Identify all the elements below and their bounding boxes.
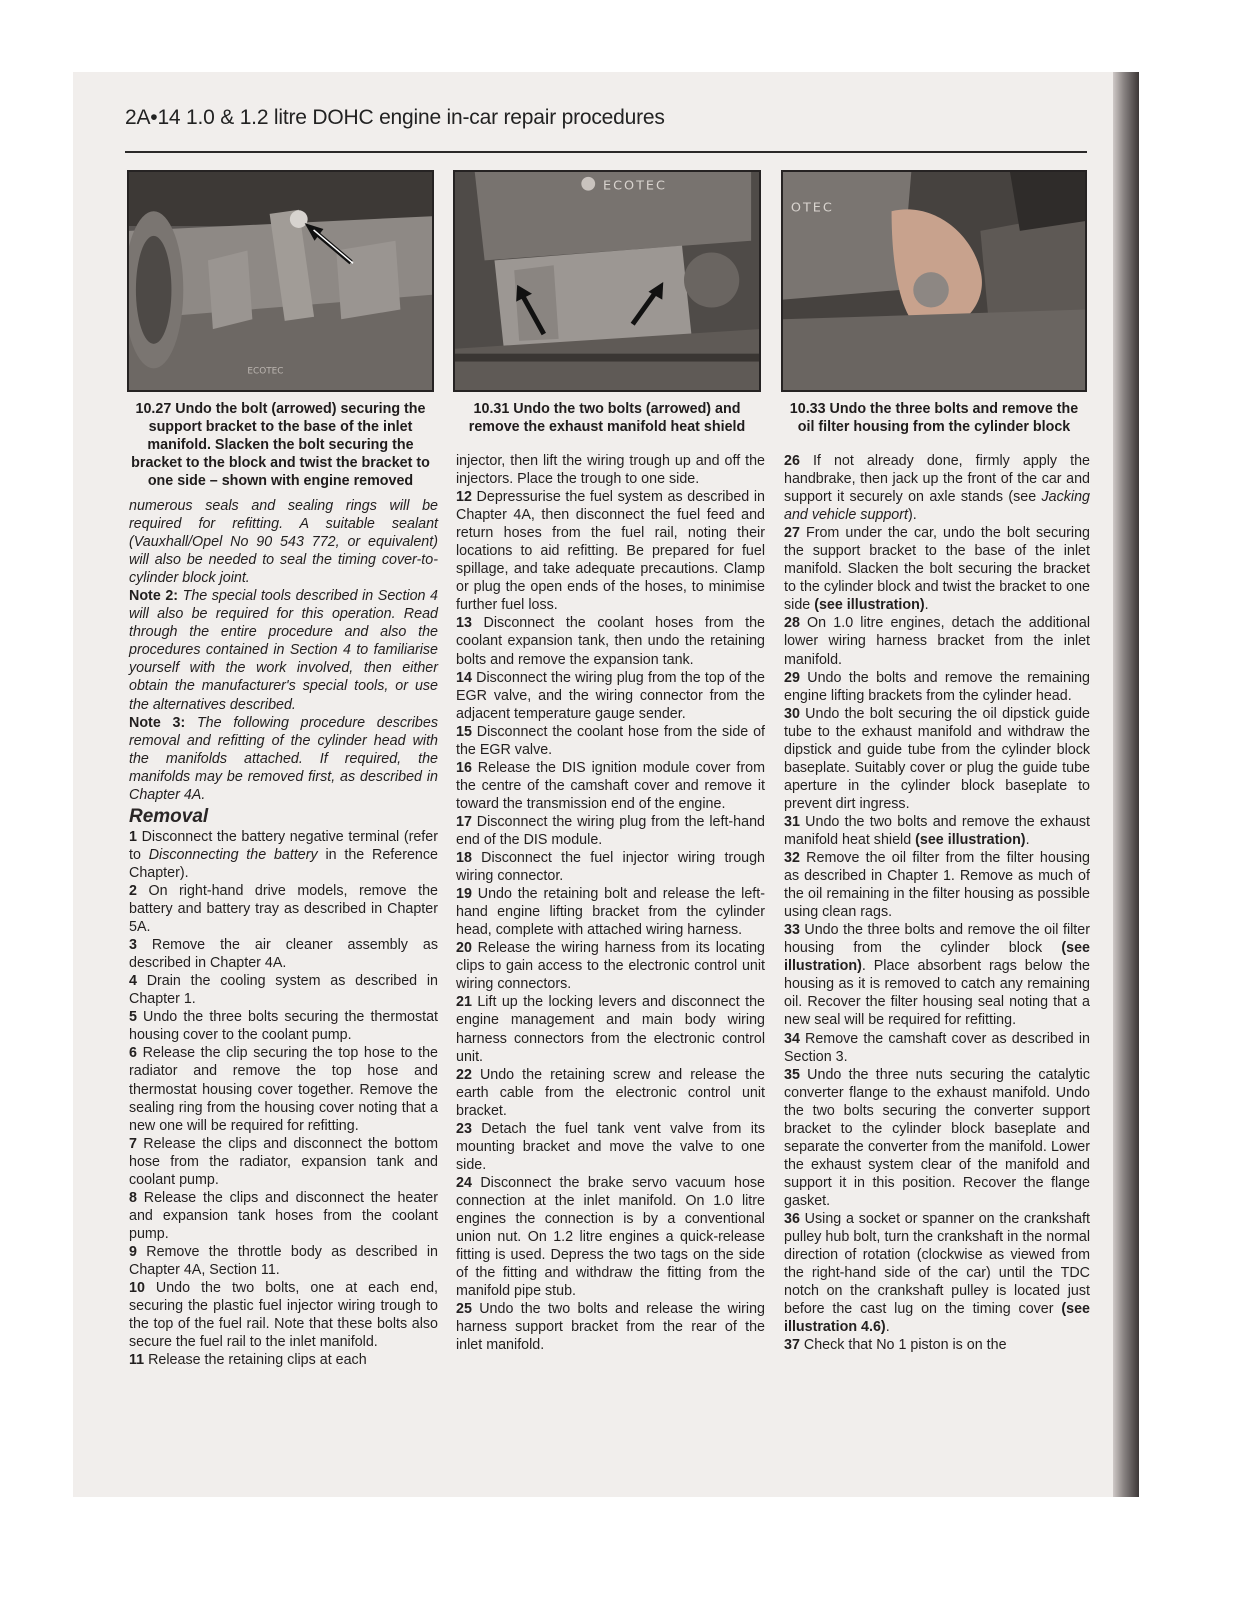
step-24: 24 Disconnect the brake servo vacuum hose connection at the inlet manifold. On 1.0 litre engines the connection is by a conventional union nut. On 1.2 litre engines a quick-release fitting is used. Depress the two tags on the side of the fitting and withdraw the fitting from the manifold pipe stub. <box>456 1174 765 1300</box>
step-28: 28 On 1.0 litre engines, detach the additional lower wiring harness bracket from the inlet manifold. <box>784 615 1090 668</box>
step-35: 35 Undo the three nuts securing the catalytic converter flange to the exhaust manifold. Undo the two bolts securing the converter support bracket to the cylinder block baseplate and separate the converter from the manifold. Lower the exhaust system clear of the manifold and support it in this position. Recover the flange gasket. <box>784 1066 1090 1209</box>
step-1: 1 Disconnect the battery negative terminal (refer to Disconnecting the battery in the Reference Chapter). <box>129 828 438 881</box>
step-32: 32 Remove the oil filter from the filter housing as described in Chapter 1. Remove as much of the oil remaining in the filter housing as possible using clean rags. <box>784 850 1090 921</box>
step-8: 8 Release the clips and disconnect the heater and expansion tank hoses from the coolant pump. <box>129 1189 438 1242</box>
step-11-continued: injector, then lift the wiring trough up and off the injectors. Place the trough to one side. <box>456 453 765 488</box>
step-34: 34 Remove the camshaft cover as described in Section 3. <box>784 1030 1090 1065</box>
figure-10-27-caption: 10.27 Undo the bolt (arrowed) securing the support bracket to the base of the inlet manifold. Slacken the bolt securing the bracket to the block and twist the bracket to one side – shown with engine removed <box>131 401 430 489</box>
figure-10-27-engine-label: ECOTEC <box>247 366 284 377</box>
note-3: Note 3: The following procedure describes removal and refitting of the cylinder head with the manifolds attached. If required, the manifolds may be removed first, as described in Chapter 4A. <box>129 714 438 803</box>
page-binding-shadow <box>1113 72 1139 1497</box>
step-16: 16 Release the DIS ignition module cover from the centre of the camshaft cover and remove it toward the transmission end of the engine. <box>456 759 765 812</box>
running-head: 2A•14 1.0 & 1.2 litre DOHC engine in-car repair procedures <box>125 106 665 129</box>
step-30: 30 Undo the bolt securing the oil dipstick guide tube to the exhaust manifold and withdraw the dipstick and guide tube from the cylinder block baseplate. Suitably cover or plug the guide tube aperture in the cylinder block baseplate to prevent dirt ingress. <box>784 705 1090 812</box>
column-3 <box>784 452 1090 1354</box>
step-26: 26 If not already done, firmly apply the handbrake, then jack up the front of the car and support it securely on axle stands (see Jacking and vehicle support). <box>784 453 1090 524</box>
step-6: 6 Release the clip securing the top hose to the radiator and remove the top hose and thermostat housing cover together. Remove the sealing ring from the housing cover noting that a new one will be required for refitting. <box>129 1045 438 1134</box>
step-17: 17 Disconnect the wiring plug from the left-hand end of the DIS module. <box>456 813 765 848</box>
step-4: 4 Drain the cooling system as described in Chapter 1. <box>129 973 438 1008</box>
step-25: 25 Undo the two bolts and release the wiring harness support bracket from the rear of the inlet manifold. <box>456 1301 765 1354</box>
step-33: 33 Undo the three bolts and remove the oil filter housing from the cylinder block (see illustration). Place absorbent rags below the housing as it is removed to catch any remaining oil. Recover the filter housing seal noting that a new seal will be required for refitting. <box>784 922 1090 1029</box>
figure-10-33-photo <box>781 170 1087 392</box>
step-11: 11 Release the retaining clips at each <box>129 1352 367 1369</box>
step-36: 36 Using a socket or spanner on the crankshaft pulley hub bolt, turn the crankshaft in the normal direction of rotation (clockwise as viewed from the right-hand side of the car) until the TDC notch on the crankshaft pulley is located just before the cast lug on the timing cover (see illustration 4.6). <box>784 1210 1090 1336</box>
figure-10-33-engine-label: OTEC <box>790 200 834 216</box>
step-3: 3 Remove the air cleaner assembly as described in Chapter 4A. <box>129 937 438 972</box>
section-heading-removal: Removal <box>129 805 209 827</box>
step-31: 31 Undo the two bolts and remove the exhaust manifold heat shield (see illustration). <box>784 813 1090 848</box>
step-15: 15 Disconnect the coolant hose from the side of the EGR valve. <box>456 723 765 758</box>
step-10: 10 Undo the two bolts, one at each end, securing the plastic fuel injector wiring trough to the top of the fuel rail. Note that these bolts also secure the fuel rail to the inlet manifold. <box>129 1280 438 1351</box>
figure-10-31-photo <box>453 170 761 392</box>
step-2: 2 On right-hand drive models, remove the battery and battery tray as described in Chapter 5A. <box>129 882 438 936</box>
column-2 <box>456 452 765 1354</box>
step-9: 9 Remove the throttle body as described in Chapter 4A, Section 11. <box>129 1243 438 1278</box>
step-18: 18 Disconnect the fuel injector wiring trough wiring connector. <box>456 850 765 885</box>
step-19: 19 Undo the retaining bolt and release the left-hand engine lifting bracket from the cylinder head, complete with attached wiring harness. <box>456 886 765 939</box>
step-21: 21 Lift up the locking levers and disconnect the engine management and main body wiring harness connectors from the electronic control unit. <box>456 994 765 1065</box>
step-22: 22 Undo the retaining screw and release the earth cable from the electronic control unit bracket. <box>456 1066 765 1119</box>
step-37: 37 Check that No 1 piston is on the <box>784 1337 1007 1354</box>
step-5: 5 Undo the three bolts securing the thermostat housing cover to the coolant pump. <box>129 1009 438 1044</box>
column-1 <box>129 497 438 1369</box>
step-29: 29 Undo the bolts and remove the remaining engine lifting brackets from the cylinder head. <box>784 669 1090 704</box>
intro-paragraph: numerous seals and sealing rings will be required for refitting. A suitable sealant (Vauxhall/Opel No 90 543 772, or equivalent) will also be needed to seal the timing cover-to-cylinder block joint. <box>129 498 438 587</box>
step-20: 20 Release the wiring harness from its locating clips to gain access to the electronic control unit wiring connectors. <box>456 940 765 993</box>
figure-10-31-engine-label: ECOTEC <box>603 178 667 194</box>
figure-10-33-caption: 10.33 Undo the three bolts and remove the oil filter housing from the cylinder block <box>789 401 1079 435</box>
step-7: 7 Release the clips and disconnect the bottom hose from the radiator, expansion tank and coolant pump. <box>129 1135 438 1188</box>
header-rule <box>125 151 1087 153</box>
step-13: 13 Disconnect the coolant hoses from the coolant expansion tank, then undo the retaining bolts and remove the expansion tank. <box>456 615 765 668</box>
step-27: 27 From under the car, undo the bolt securing the support bracket to the base of the inlet manifold. Slacken the bolt securing the bracket to the cylinder block and twist the bracket to one side (see illustration). <box>784 525 1090 614</box>
step-12: 12 Depressurise the fuel system as described in Chapter 4A, then disconnect the fuel feed and return hoses from the fuel rail, noting their locations to aid refitting. Be prepared for fuel spillage, and take adequate precautions. Clamp or plug the open ends of the hoses, to minimise further fuel loss. <box>456 489 765 614</box>
figure-10-31-caption: 10.31 Undo the two bolts (arrowed) and remove the exhaust manifold heat shield <box>468 401 746 435</box>
note-2: Note 2: The special tools described in Section 4 will also be required for this operation. Read through the entire procedure and also the procedures contained in Section 4 to familiarise yourself with the work involved, then either obtain the manufacturer's special tools, or use the alternatives described. <box>129 588 438 713</box>
step-23: 23 Detach the fuel tank vent valve from its mounting bracket and move the valve to one side. <box>456 1120 765 1173</box>
figure-10-27-photo <box>127 170 434 392</box>
step-14: 14 Disconnect the wiring plug from the top of the EGR valve, and the wiring connector from the adjacent temperature gauge sender. <box>456 669 765 722</box>
